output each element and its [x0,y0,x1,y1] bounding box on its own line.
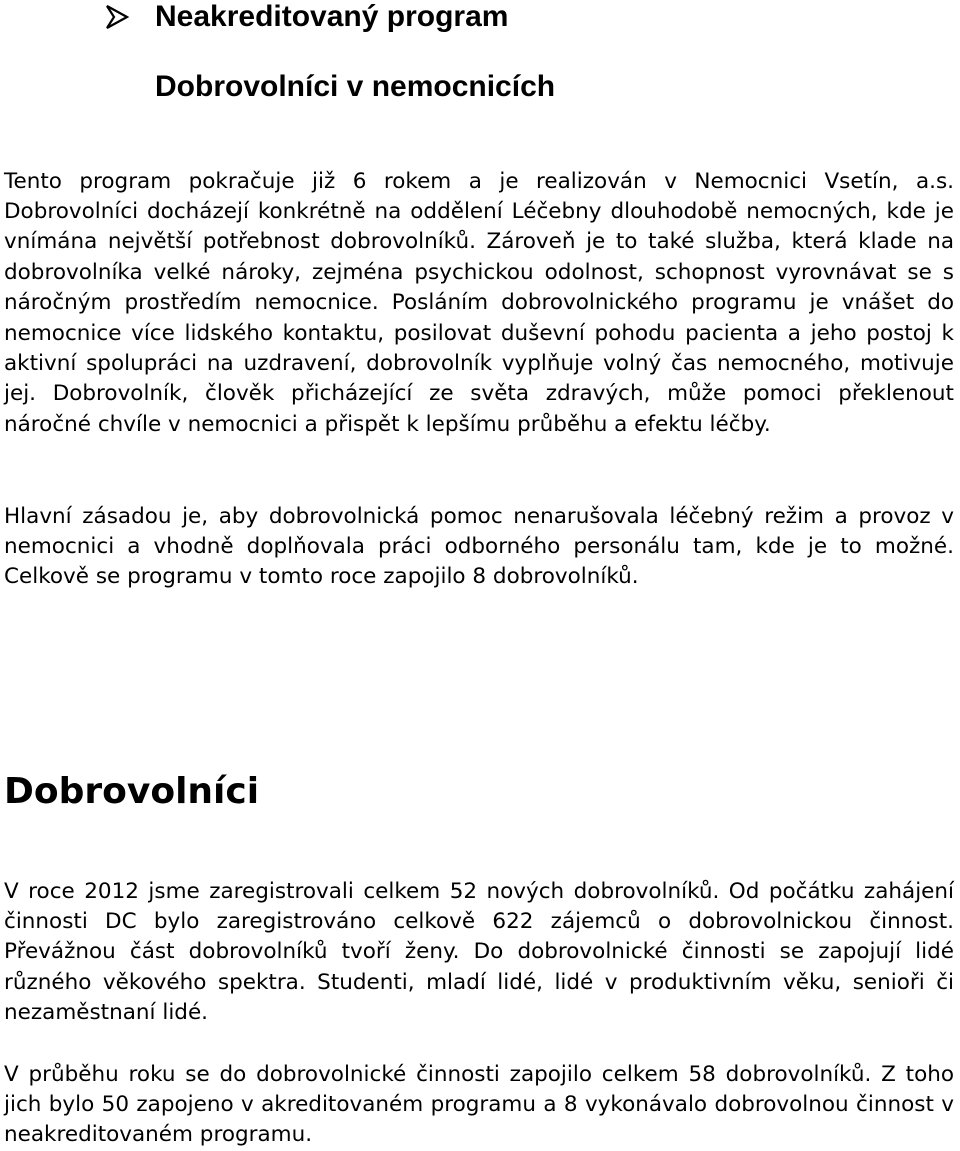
volunteers-paragraph: V průběhu roku se do dobrovolnické činnosti zapojilo celkem 58 dobrovolníků. Z toho jich bylo 50 zapojeno v akreditovaném programu a 8 vykonávalo dobrovolnou činnost v neakreditovaném programu. [4,1061,954,1148]
program-paragraph: Tento program pokračuje již 6 rokem a je realizován v Nemocnici Vsetín, a.s. Dobrovolníci docházejí konkrétně na oddělení Léčebny dlouhodobě nemocných, kde je vnímána největší potřebnost dobrovolníků. Zároveň je to také služba, která klade na dobrovolníka velké nároky, zejména psychickou odolnost, schopnost vyrovnávat se s náročným prostředím nemocnice. Posláním dobrovolnického programu je vnášet do nemocnice více lidského kontaktu, posilovat duševní pohodu pacienta a jeho postoj k aktivní spolupráci na uzdravení, dobrovolník vyplňuje volný čas nemocného, motivuje jej. Dobrovolník, člověk přicházející ze světa zdravých, může pomoci překlenout náročné chvíle v nemocnici a přispět k lepšímu průběhu a efektu léčby. [4,168,954,437]
program-title: Neakreditovaný program [155,0,509,33]
program-paragraph: Hlavní zásadou je, aby dobrovolnická pomoc nenarušovala léčebný režim a provoz v nemocnici a vhodně doplňovala práci odborného personálu tam, kde je to možné. Celkově se programu v tomto roce zapojilo 8 dobrovolníků. [4,503,954,590]
arrow-bullet-icon [105,4,131,30]
program-subtitle: Dobrovolníci v nemocnicích [155,70,556,103]
volunteers-heading: Dobrovolníci [4,771,260,812]
section-heading-row [105,0,508,34]
volunteers-paragraph: V roce 2012 jsme zaregistrovali celkem 52 nových dobrovolníků. Od počátku zahájení činnosti DC bylo zaregistrováno celkově 622 zájemců o dobrovolnickou činnost. Převážnou část dobrovolníků tvoří ženy. Do dobrovolnické činnosti se zapojují lidé různého věkového spektra. Studenti, mladí lidé, lidé v produktivním věku, senioři či nezaměstnaní lidé. [4,878,954,1026]
